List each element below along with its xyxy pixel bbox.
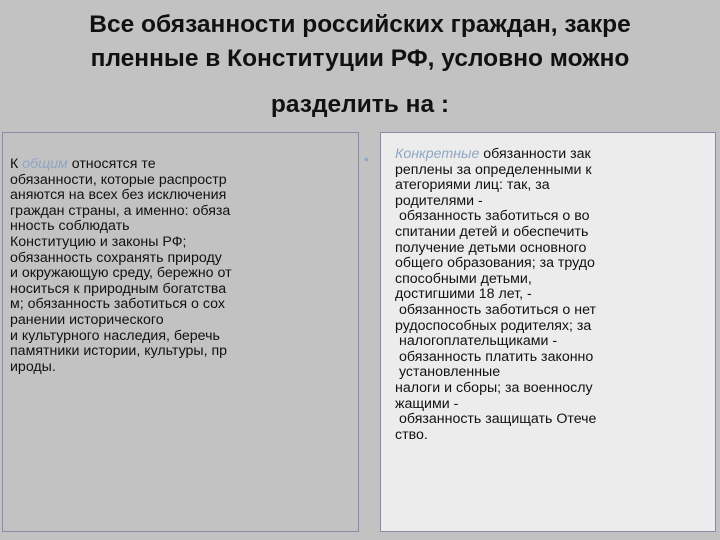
specific-lead-rest: обязанности зак xyxy=(483,146,591,162)
specific-line: спитании детей и обеспечить xyxy=(395,223,589,240)
specific-duties-text xyxy=(395,147,709,443)
title-line-1: Все обязанности российских граждан, закре xyxy=(89,11,631,38)
specific-line: обязанность заботиться о во xyxy=(399,208,590,225)
specific-line: обязанность заботиться о нет xyxy=(399,301,596,318)
general-lead-rest: относятся те xyxy=(71,156,156,172)
general-line: и окружающую среду, бережно от xyxy=(10,265,232,282)
general-line: памятники истории, культуры, пр xyxy=(10,343,228,360)
specific-line: достигшими 18 лет, - xyxy=(395,286,532,303)
title-line-3: разделить на : xyxy=(270,91,450,118)
specific-line: атегориями лиц: так, за xyxy=(395,177,550,194)
general-line: обязанности, которые распростр xyxy=(10,171,227,188)
specific-highlight: Конкретные xyxy=(395,146,480,162)
general-line: обязанность сохранять природу xyxy=(10,249,222,266)
bullet-icon: • xyxy=(364,151,369,167)
general-line: ранении исторического xyxy=(10,311,164,328)
specific-duties-panel xyxy=(380,132,716,532)
general-line: носиться к природным богатства xyxy=(10,280,227,297)
general-line: нность соблюдать xyxy=(10,218,130,235)
specific-line: жащими - xyxy=(395,395,459,412)
specific-line: рудоспособных родителях; за xyxy=(395,317,592,334)
specific-line: получение детьми основного xyxy=(395,239,587,256)
general-line: аняются на всех без исключения xyxy=(10,187,227,204)
general-line: Конституцию и законы РФ; xyxy=(10,233,187,250)
specific-line: реплены за определенными к xyxy=(395,161,592,178)
specific-line: ство. xyxy=(395,426,428,443)
specific-line: налогоплательщиками - xyxy=(399,333,558,350)
specific-line: способными детьми, xyxy=(395,270,532,287)
general-line: граждан страны, а именно: обяза xyxy=(10,202,231,219)
general-line: и культурного наследия, беречь xyxy=(10,327,220,344)
title-line-2: пленные в Конституции РФ, условно можно xyxy=(90,45,630,72)
specific-line: родителями - xyxy=(395,192,483,209)
general-line: м; обязанность заботиться о сох xyxy=(10,296,225,313)
specific-line: установленные xyxy=(399,364,501,381)
specific-line: налоги и сборы; за военнослу xyxy=(395,379,593,396)
general-duties-panel xyxy=(2,132,359,532)
general-lead-word: К xyxy=(10,156,19,172)
slide-title xyxy=(30,8,690,122)
specific-line: обязанность платить законно xyxy=(399,348,594,365)
specific-line: общего образования; за трудо xyxy=(395,255,595,272)
general-line: ироды. xyxy=(10,358,56,375)
specific-line: обязанность защищать Отече xyxy=(399,411,597,428)
general-highlight: общим xyxy=(22,156,68,172)
general-duties-text xyxy=(10,157,350,375)
